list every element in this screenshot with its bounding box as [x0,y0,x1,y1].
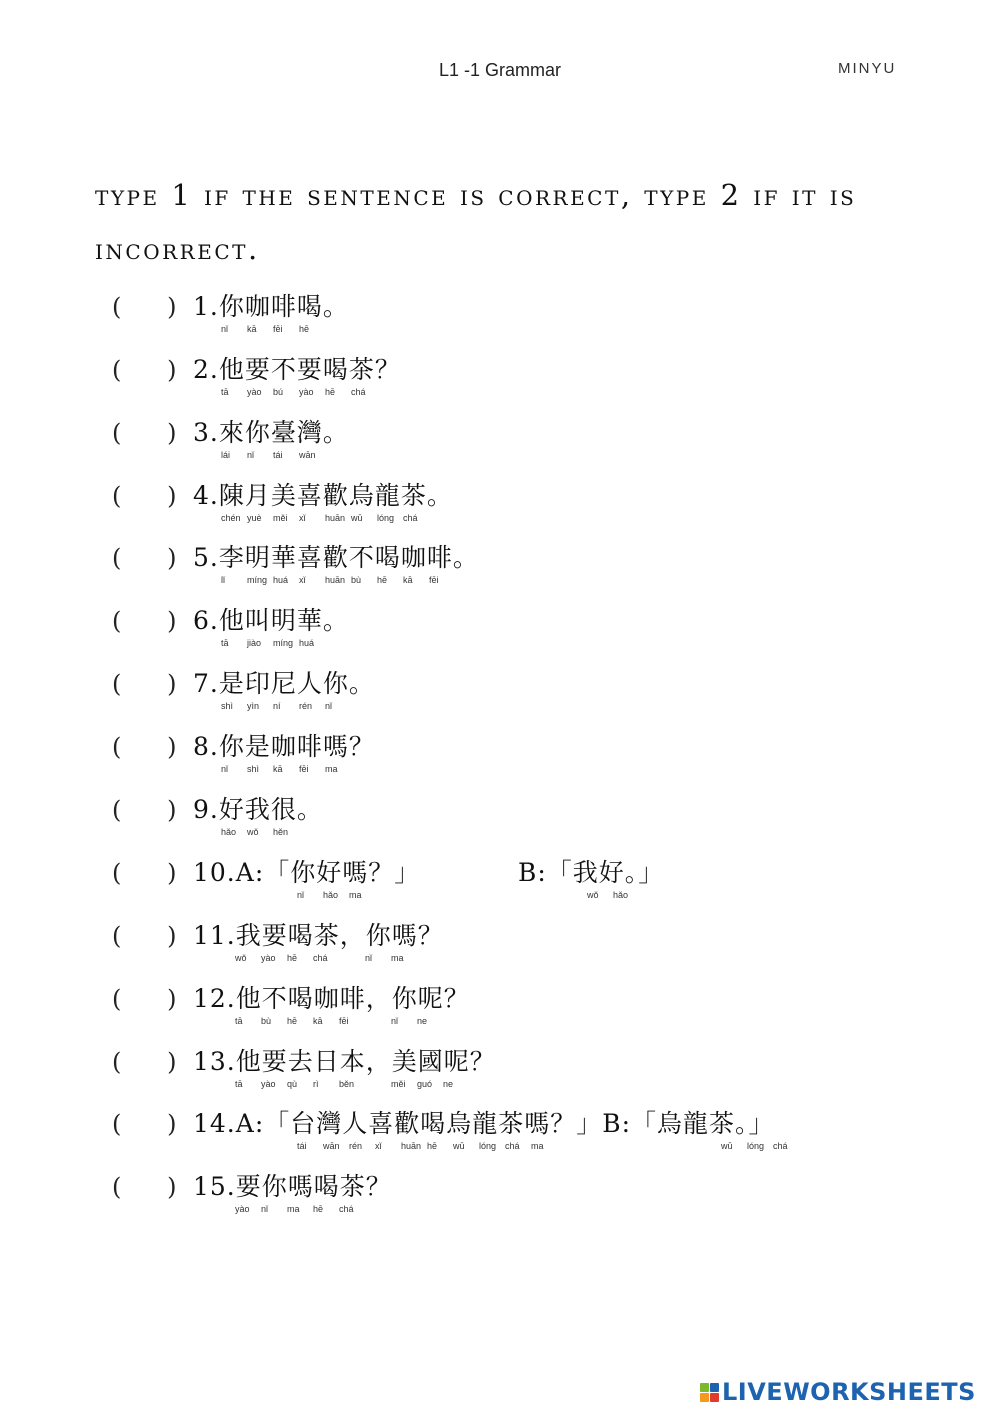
pinyin-syllable: huān [325,513,346,523]
pinyin-syllable: yìn [247,701,260,711]
answer-input[interactable] [128,1050,168,1080]
question-row [0,853,1000,911]
pinyin-syllable: huá [273,575,289,585]
question-row [0,1167,1000,1225]
pinyin-syllable: míng [247,575,268,585]
pinyin-syllable: kā [247,324,257,334]
question-text: 5.李明華喜歡不喝咖啡。 [193,543,479,572]
answer-input[interactable] [128,924,168,954]
question-text-b: B:「我好。」 [518,858,665,887]
answer-input[interactable] [128,295,168,325]
question-row [0,664,1000,722]
answer-parentheses: ( ) [112,1048,177,1076]
pinyin-syllable: míng [273,638,294,648]
pinyin-syllable: kā [313,1016,323,1026]
pinyin-syllable: chá [313,953,328,963]
answer-parentheses: ( ) [112,985,177,1013]
pinyin-syllable: wū [721,1141,733,1151]
pinyin-syllable: hē [377,575,388,585]
pinyin-syllable: ma [531,1141,544,1151]
pinyin-syllable: chá [505,1141,520,1151]
pinyin-syllable: hǎo [221,827,237,837]
question-row [0,350,1000,408]
answer-input[interactable] [128,987,168,1017]
answer-parentheses: ( ) [112,1173,177,1201]
pinyin-syllable: lái [221,450,231,460]
pinyin-syllable: hē [287,953,298,963]
logo-text: LIVEWORKSHEETS [722,1378,976,1406]
answer-parentheses: ( ) [112,419,177,447]
answer-parentheses: ( ) [112,1110,177,1138]
question-text: 9.好我很。 [193,795,323,824]
pinyin-syllable: yào [261,1079,276,1089]
answer-parentheses: ( ) [112,859,177,887]
answer-input[interactable] [128,672,168,702]
answer-input[interactable] [128,358,168,388]
pinyin-syllable: qù [287,1079,298,1089]
answer-input[interactable] [128,609,168,639]
pinyin-syllable: hē [427,1141,438,1151]
pinyin-syllable: ne [443,1079,454,1089]
pinyin-syllable: fēi [339,1016,349,1026]
question-row [0,476,1000,534]
pinyin-syllable: hē [287,1016,298,1026]
pinyin-syllable: huān [401,1141,422,1151]
answer-input[interactable] [128,421,168,451]
pinyin-syllable: měi [391,1079,406,1089]
pinyin-syllable: shì [247,764,260,774]
question-row [0,287,1000,345]
pinyin-syllable: fēi [299,764,309,774]
pinyin-syllable: nǐ [391,1016,399,1026]
pinyin-syllable: rén [299,701,313,711]
answer-parentheses: ( ) [112,293,177,321]
question-row [0,916,1000,974]
question-text: 15.要你嗎喝茶？ [193,1172,392,1201]
pinyin-syllable: fēi [273,324,283,334]
pinyin-syllable: kā [403,575,413,585]
pinyin-syllable: tā [235,1079,243,1089]
pinyin-syllable: lóng [377,513,395,523]
pinyin-syllable: hē [313,1204,324,1214]
pinyin-syllable: fēi [429,575,439,585]
question-row [0,979,1000,1037]
pinyin-syllable: chá [773,1141,788,1151]
answer-parentheses: ( ) [112,922,177,950]
pinyin-syllable: ma [391,953,404,963]
pinyin-syllable: wān [323,1141,340,1151]
question-text: 14.A:「台灣人喜歡喝烏龍茶嗎？」B:「烏龍茶。」 [193,1109,775,1138]
question-text: 11.我要喝茶，你嗎？ [193,921,444,950]
pinyin-syllable: guó [417,1079,433,1089]
pinyin-syllable: yào [235,1204,250,1214]
answer-parentheses: ( ) [112,670,177,698]
pinyin-syllable: wǒ [235,953,247,963]
question-text: 3.來你臺灣。 [193,418,349,447]
answer-parentheses: ( ) [112,482,177,510]
pinyin-syllable: nǐ [325,701,333,711]
pinyin-syllable: nǐ [221,324,229,334]
pinyin-syllable: hěn [273,827,289,837]
pinyin-syllable: nǐ [365,953,373,963]
question-text: 7.是印尼人你。 [193,669,375,698]
pinyin-syllable: ma [287,1204,300,1214]
question-row [0,790,1000,848]
pinyin-syllable: lóng [747,1141,765,1151]
pinyin-syllable: tái [297,1141,307,1151]
answer-input[interactable] [128,1112,168,1142]
pinyin-syllable: ne [417,1016,428,1026]
question-row [0,1104,1000,1162]
question-text: 12.他不喝咖啡，你呢？ [193,984,470,1013]
author-label: MINYU [838,60,897,77]
answer-input[interactable] [128,546,168,576]
answer-input[interactable] [128,861,168,891]
pinyin-syllable: hǎo [613,890,629,900]
pinyin-syllable: tā [221,638,229,648]
question-row [0,601,1000,659]
pinyin-syllable: chá [339,1204,354,1214]
pinyin-syllable: wǒ [247,827,259,837]
answer-input[interactable] [128,1175,168,1205]
pinyin-syllable: wū [453,1141,465,1151]
instructions: type 1 if the sentence is correct, type 2 if it is incorrect. [95,178,857,266]
question-row [0,727,1000,785]
pinyin-syllable: chén [221,513,241,523]
pinyin-syllable: xǐ [375,1141,382,1151]
pinyin-syllable: nǐ [247,450,255,460]
pinyin-syllable: lóng [479,1141,497,1151]
pinyin-syllable: xǐ [299,575,306,585]
question-row [0,413,1000,471]
pinyin-syllable: lǐ [221,575,225,585]
pinyin-syllable: wān [299,450,316,460]
pinyin-syllable: chá [403,513,418,523]
question-text: 4.陳月美喜歡烏龍茶。 [193,481,453,510]
pinyin-syllable: shì [221,701,234,711]
question-text: 1.你咖啡喝。 [193,292,349,321]
pinyin-syllable: nǐ [261,1204,269,1214]
answer-input[interactable] [128,735,168,765]
pinyin-syllable: yào [247,387,262,397]
pinyin-syllable: kā [273,764,283,774]
pinyin-syllable: rén [349,1141,363,1151]
pinyin-syllable: běn [339,1079,355,1089]
question-text: 13.他要去日本，美國呢？ [193,1047,496,1076]
answer-parentheses: ( ) [112,544,177,572]
pinyin-syllable: yào [261,953,276,963]
pinyin-syllable: hē [325,387,336,397]
pinyin-syllable: bù [261,1016,272,1026]
answer-input[interactable] [128,484,168,514]
liveworksheets-logo [700,1378,976,1406]
pinyin-syllable: yuè [247,513,262,523]
question-text: 8.你是咖啡嗎？ [193,732,375,761]
answer-parentheses: ( ) [112,356,177,384]
pinyin-syllable: wū [351,513,363,523]
pinyin-syllable: měi [273,513,288,523]
pinyin-syllable: ní [273,701,281,711]
pinyin-syllable: hē [299,324,310,334]
pinyin-syllable: tā [235,1016,243,1026]
question-text: 6.他叫明華。 [193,606,349,635]
pinyin-syllable: yào [299,387,314,397]
answer-parentheses: ( ) [112,733,177,761]
pinyin-syllable: nǐ [221,764,229,774]
pinyin-syllable: nǐ [297,890,305,900]
pinyin-syllable: tái [273,450,283,460]
pinyin-syllable: jiào [247,638,262,648]
pinyin-syllable: xǐ [299,513,306,523]
pinyin-syllable: bù [351,575,362,585]
answer-parentheses: ( ) [112,607,177,635]
logo-badge-icon [700,1383,719,1402]
question-text: 10.A:「你好嗎？」 [193,858,421,887]
question-row [0,538,1000,596]
page-title: L1 -1 Grammar [438,60,562,80]
pinyin-syllable: wǒ [587,890,599,900]
pinyin-syllable: tā [221,387,229,397]
pinyin-syllable: ma [325,764,338,774]
pinyin-syllable: huá [299,638,315,648]
pinyin-syllable: hǎo [323,890,339,900]
answer-input[interactable] [128,798,168,828]
pinyin-syllable: rì [313,1079,319,1089]
pinyin-syllable: bú [273,387,284,397]
pinyin-syllable: ma [349,890,362,900]
pinyin-syllable: chá [351,387,366,397]
answer-parentheses: ( ) [112,796,177,824]
question-row [0,1042,1000,1100]
pinyin-syllable: huān [325,575,346,585]
question-text: 2.他要不要喝茶？ [193,355,401,384]
